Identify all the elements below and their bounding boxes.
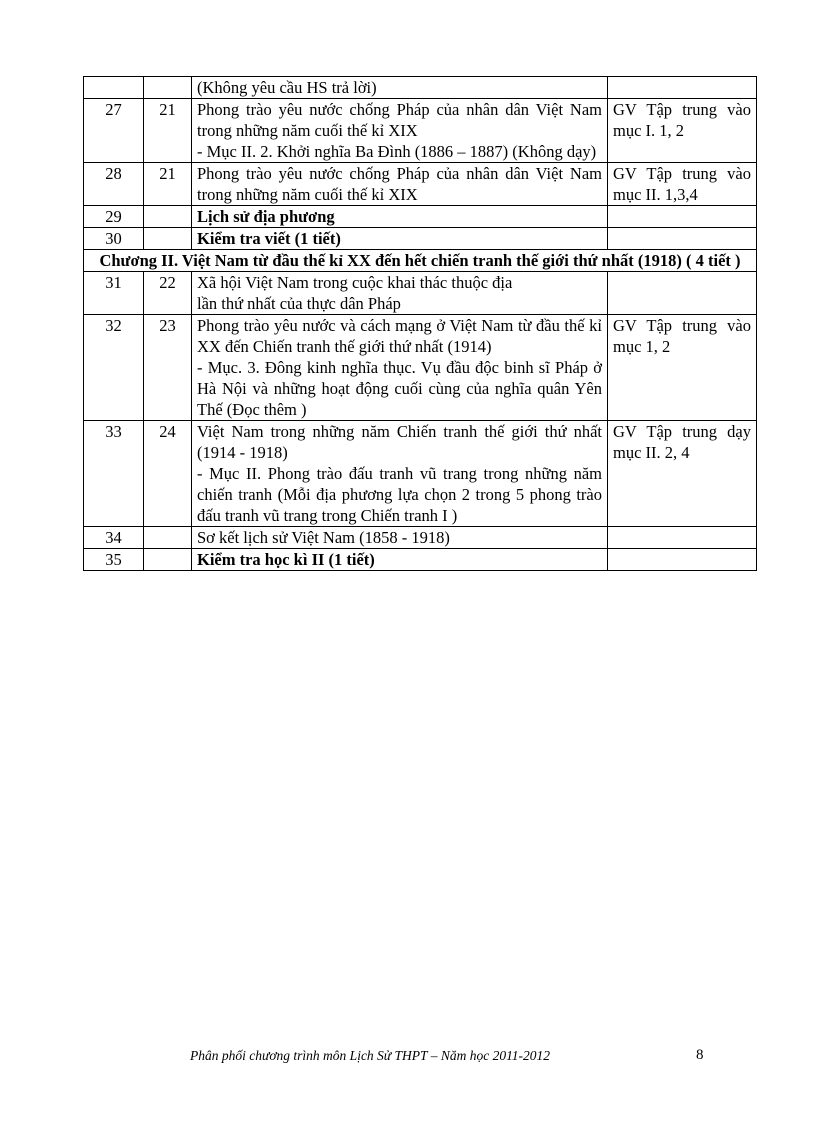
content-line: - Mục II. Phong trào đấu tranh vũ trang trong những năm chiến tranh (Mỗi địa phương lựa chọn 2 trong 5 phong trào đấu tranh vũ trang trong Chiến tranh I ) [197, 464, 602, 525]
table-row [84, 77, 757, 99]
note-cell [608, 549, 757, 571]
content-line: Kiểm tra viết (1 tiết) [197, 229, 341, 248]
lesson-number-cell: 32 [84, 315, 144, 421]
content-line: (Không yêu cầu HS trả lời) [197, 78, 377, 97]
table-row [84, 206, 757, 228]
content-line: Xã hội Việt Nam trong cuộc khai thác thuộc địa [197, 273, 513, 292]
unit-number-cell [144, 77, 192, 99]
table-row [84, 272, 757, 315]
content-cell [192, 421, 608, 527]
content-line: Phong trào yêu nước chống Pháp của nhân dân Việt Nam trong những năm cuối thế kỉ XIX [197, 100, 602, 140]
lesson-number-cell: 33 [84, 421, 144, 527]
content-cell [192, 99, 608, 163]
table-row [84, 549, 757, 571]
note-cell [608, 527, 757, 549]
note-cell: GV Tập trung vào mục II. 1,3,4 [608, 163, 757, 206]
table-row [84, 421, 757, 527]
lesson-number-cell: 27 [84, 99, 144, 163]
lesson-number-cell [84, 77, 144, 99]
chapter-heading-section [84, 250, 757, 272]
lesson-number-cell: 35 [84, 549, 144, 571]
content-cell [192, 527, 608, 549]
lesson-number-cell: 29 [84, 206, 144, 228]
table-row [84, 527, 757, 549]
note-cell: GV Tập trung vào mục 1, 2 [608, 315, 757, 421]
chapter-heading: Chương II. Việt Nam từ đầu thế kỉ XX đến hết chiến tranh thế giới thứ nhất (1918) ( 4 tiết ) [84, 250, 757, 272]
page-number: 8 [696, 1047, 704, 1063]
table-body-bottom [84, 272, 757, 571]
unit-number-cell [144, 527, 192, 549]
content-line: Phong trào yêu nước và cách mạng ở Việt Nam từ đầu thế kỉ XX đến Chiến tranh thế giới thứ nhất (1914) [197, 316, 602, 356]
table-row [84, 99, 757, 163]
note-cell: GV Tập trung vào mục I. 1, 2 [608, 99, 757, 163]
lesson-number-cell: 31 [84, 272, 144, 315]
syllabus-table [83, 76, 757, 571]
content-line: Lịch sử địa phương [197, 207, 335, 226]
table-row [84, 315, 757, 421]
content-line: Việt Nam trong những năm Chiến tranh thế giới thứ nhất (1914 - 1918) [197, 422, 602, 462]
content-cell [192, 163, 608, 206]
unit-number-cell [144, 549, 192, 571]
lesson-number-cell: 34 [84, 527, 144, 549]
unit-number-cell [144, 228, 192, 250]
table-row [84, 163, 757, 206]
note-cell [608, 206, 757, 228]
unit-number-cell [144, 206, 192, 228]
content-line: Phong trào yêu nước chống Pháp của nhân dân Việt Nam trong những năm cuối thế kỉ XIX [197, 164, 602, 204]
content-cell [192, 206, 608, 228]
lesson-number-cell: 28 [84, 163, 144, 206]
note-cell: GV Tập trung dạy mục II. 2, 4 [608, 421, 757, 527]
unit-number-cell: 23 [144, 315, 192, 421]
lesson-number-cell: 30 [84, 228, 144, 250]
note-cell [608, 272, 757, 315]
content-cell [192, 549, 608, 571]
unit-number-cell: 24 [144, 421, 192, 527]
content-line: - Mục II. 2. Khởi nghĩa Ba Đình (1886 – 1887) (Không dạy) [197, 142, 597, 161]
content-line: - Mục. 3. Đông kinh nghĩa thục. Vụ đầu độc binh sĩ Pháp ở Hà Nội và những hoạt động cuối cùng của nghĩa quân Yên Thế (Đọc thêm ) [197, 358, 602, 419]
note-cell [608, 77, 757, 99]
content-line: lần thứ nhất của thực dân Pháp [197, 294, 401, 313]
unit-number-cell: 21 [144, 163, 192, 206]
content-line: Sơ kết lịch sử Việt Nam (1858 - 1918) [197, 528, 450, 547]
content-line: Kiểm tra học kì II (1 tiết) [197, 550, 375, 569]
note-cell [608, 228, 757, 250]
unit-number-cell: 21 [144, 99, 192, 163]
content-cell [192, 272, 608, 315]
content-cell [192, 315, 608, 421]
footer-title: Phân phối chương trình môn Lịch Sử THPT – Năm học 2011-2012 [190, 1048, 551, 1063]
unit-number-cell: 22 [144, 272, 192, 315]
chapter-heading-row [84, 250, 757, 272]
content-cell [192, 77, 608, 99]
table-row [84, 228, 757, 250]
table-body-top [84, 77, 757, 250]
content-cell [192, 228, 608, 250]
